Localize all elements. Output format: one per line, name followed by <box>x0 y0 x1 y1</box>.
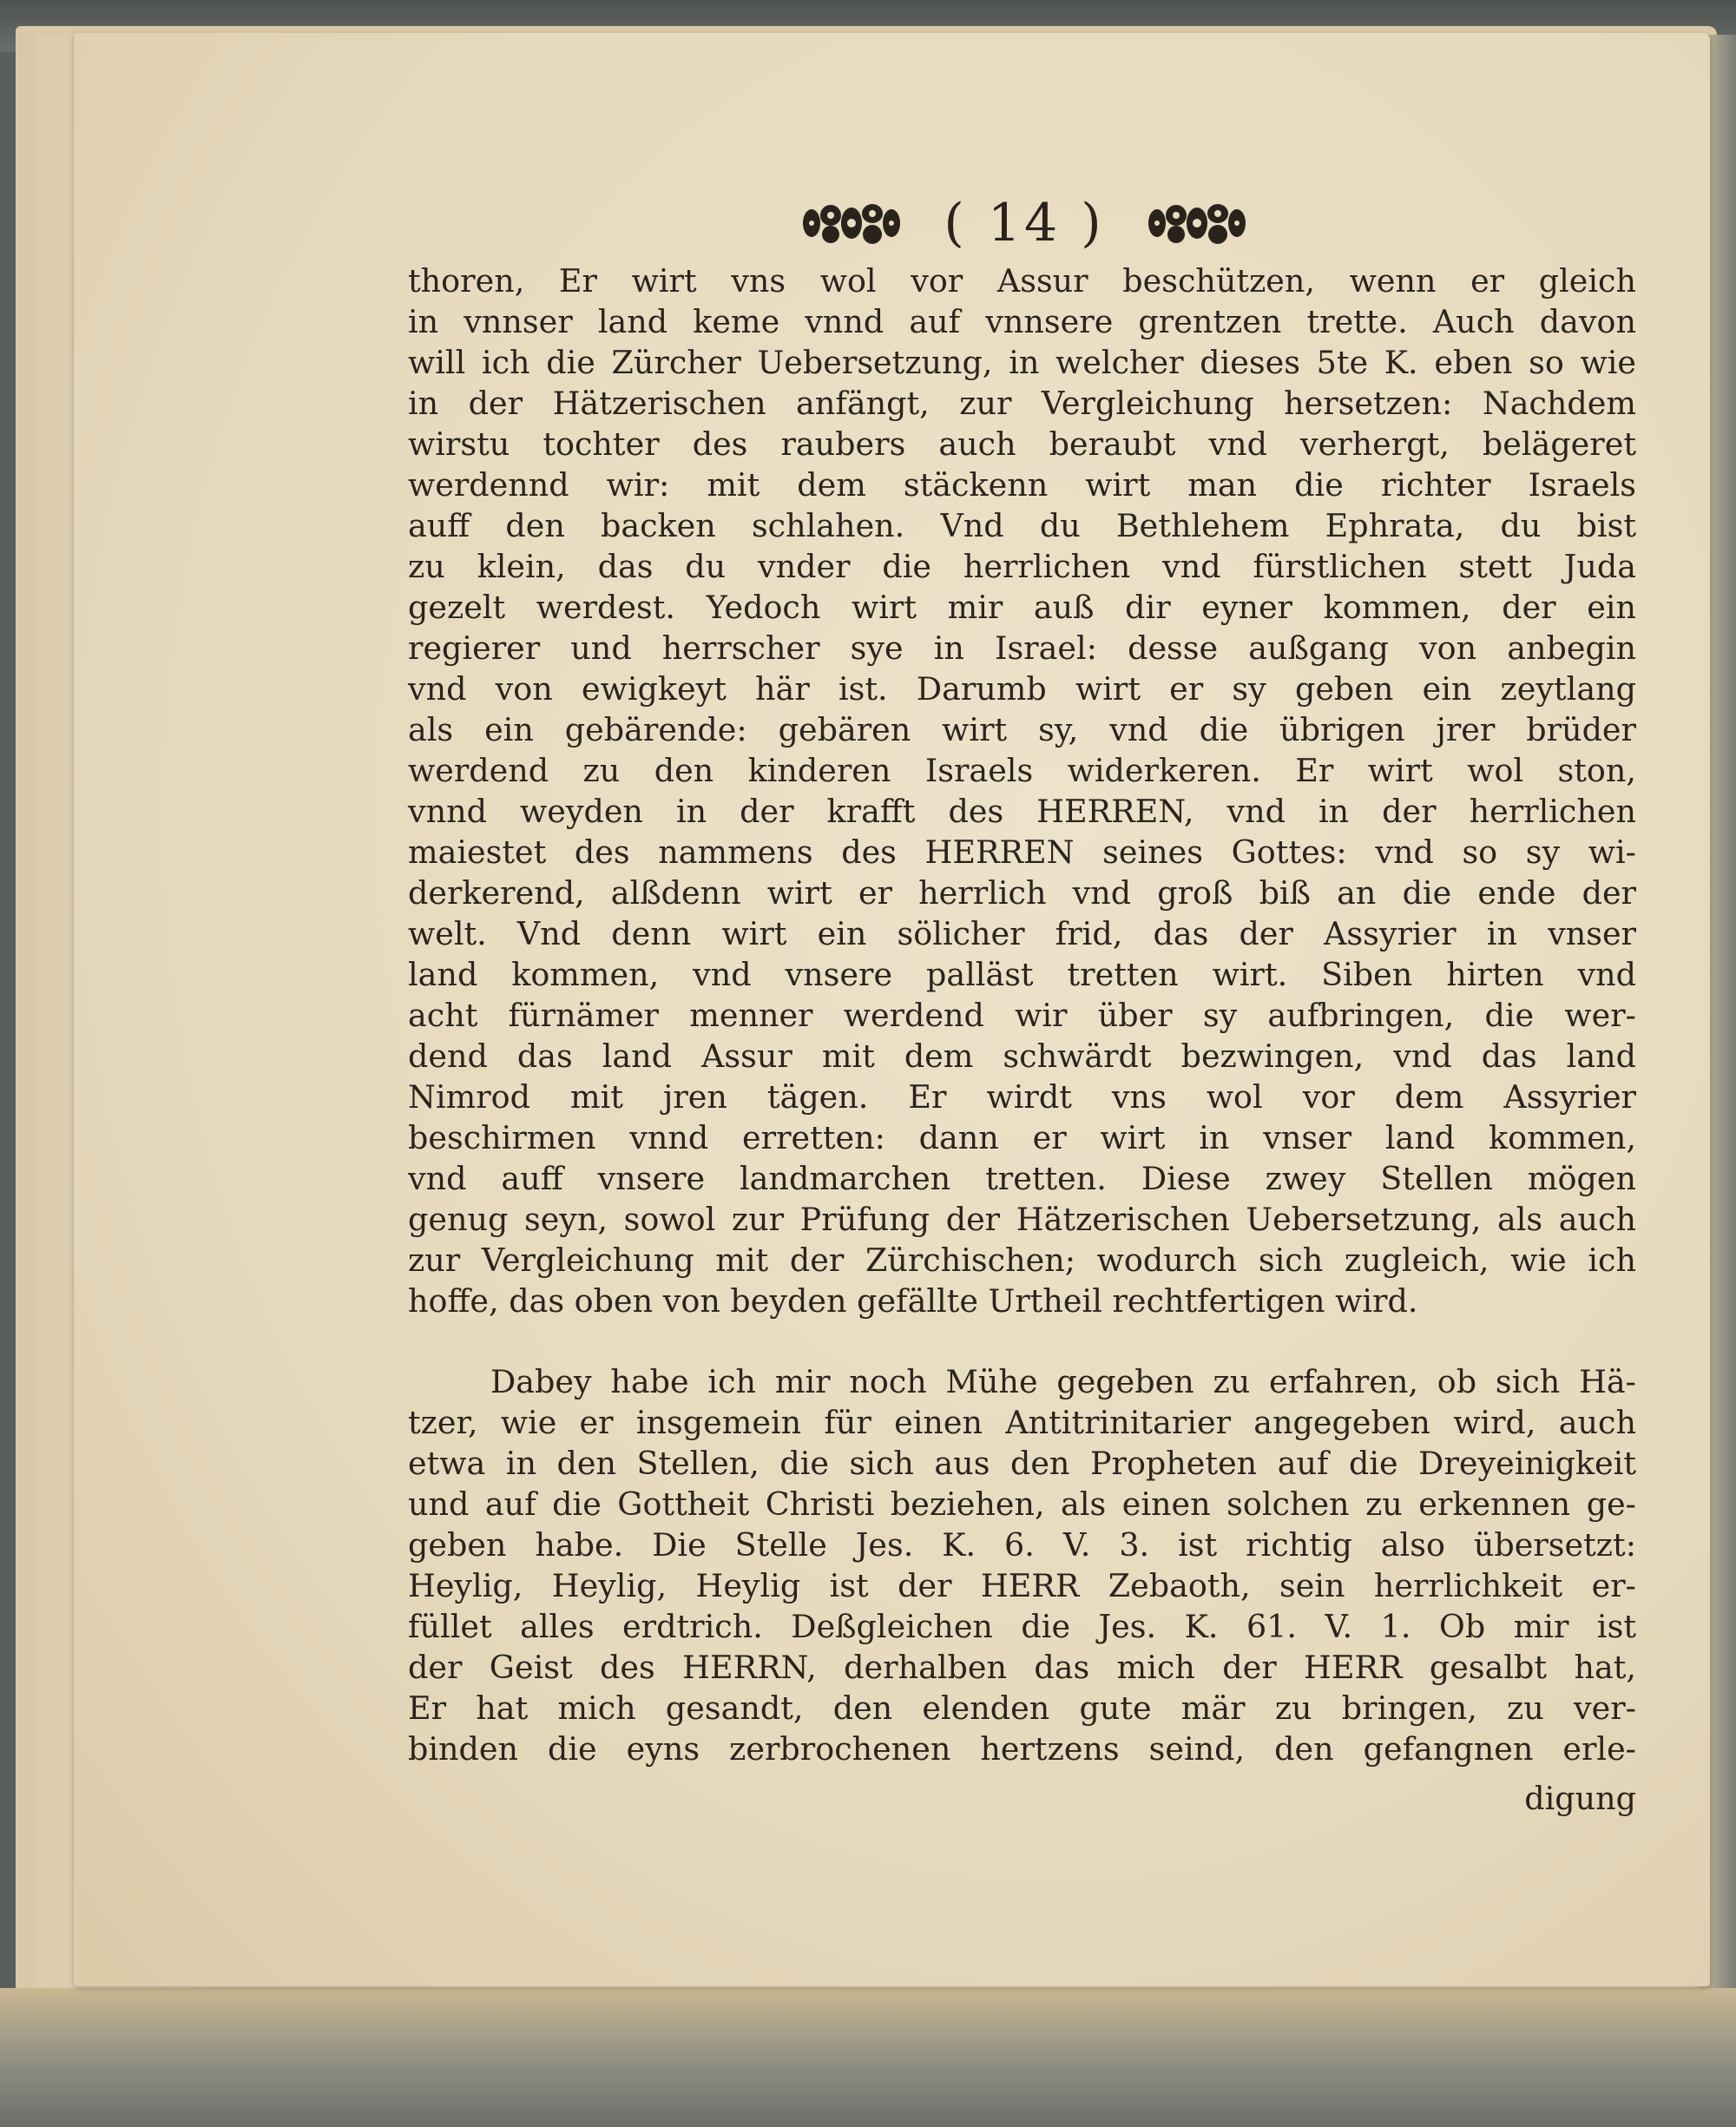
text-line: als ein gebärende: gebären wirt sy, vnd die übrigen jrer brüder <box>408 711 1636 748</box>
text-line: thoren, Er wirt vns wol vor Assur beschützen, wenn er gleich <box>408 262 1636 300</box>
text-line: der Geist des HERRN, derhalben das mich der HERR gesalbt hat, <box>408 1649 1636 1686</box>
text-line: regierer und herrscher sye in Israel: desse außgang von anbegin <box>408 629 1636 667</box>
text-line: geben habe. Die Stelle Jes. K. 6. V. 3. ist richtig also übersetzt: <box>408 1526 1636 1564</box>
text-line: in vnnser land keme vnnd auf vnnsere grentzen trette. Auch davon <box>408 303 1636 340</box>
catchword: digung <box>1524 1780 1636 1817</box>
text-line: beschirmen vnnd erretten: dann er wirt in vnser land kommen, <box>408 1119 1636 1156</box>
text-line: werdennd wir: mit dem stäckenn wirt man die richter Israels <box>408 466 1636 504</box>
text-line: Er hat mich gesandt, den elenden gute mär zu bringen, zu ver- <box>408 1689 1636 1727</box>
text-line: auff den backen schlahen. Vnd du Bethlehem Ephrata, du bist <box>408 507 1636 544</box>
text-line: dend das land Assur mit dem schwärdt bezwingen, vnd das land <box>408 1037 1636 1075</box>
text-line: Dabey habe ich mir noch Mühe gegeben zu erfahren, ob sich Hä- <box>490 1363 1636 1400</box>
text-line: land kommen, vnd vnsere palläst tretten wirt. Siben hirten vnd <box>408 956 1636 993</box>
text-line: maiestet des nammens des HERREN seines Gottes: vnd so sy wi- <box>408 833 1636 871</box>
text-line: und auf die Gottheit Christi beziehen, als einen solchen zu erkennen ge- <box>408 1485 1636 1523</box>
text-line: binden die eyns zerbrochenen hertzens seind, den gefangnen erle- <box>408 1730 1636 1768</box>
text-line: Heylig, Heylig, Heylig ist der HERR Zebaoth, sein herrlichkeit er- <box>408 1567 1636 1604</box>
text-line: gezelt werdest. Yedoch wirt mir auß dir eyner kommen, der ein <box>408 589 1636 626</box>
paragraph-2 <box>408 1361 1636 1769</box>
page-number: ( 14 ) <box>944 193 1105 254</box>
text-line: zur Vergleichung mit der Zürchischen; wodurch sich zugleich, wie ich <box>408 1241 1636 1279</box>
text-line: vnnd weyden in der krafft des HERREN, vnd in der herrlichen <box>408 793 1636 830</box>
text-line: vnd von ewigkeyt här ist. Darumb wirt er sy geben ein zeytlang <box>408 670 1636 708</box>
text-line: acht fürnämer menner werdend wir über sy aufbringen, die wer- <box>408 997 1636 1034</box>
page-header <box>764 184 1285 262</box>
text-line: etwa in den Stellen, die sich aus den Propheten auf die Dreyeinigkeit <box>408 1445 1636 1482</box>
text-line: hoffe, das oben von beyden gefällte Urtheil rechtfertigen wird. <box>408 1282 1418 1320</box>
ornament-right-icon <box>1145 198 1249 248</box>
text-line: zu klein, das du vnder die herrlichen vnd fürstlichen stett Juda <box>408 548 1636 585</box>
text-line: genug seyn, sowol zur Prüfung der Hätzerischen Uebersetzung, als auch <box>408 1201 1636 1238</box>
paragraph-gap <box>408 1321 1636 1361</box>
text-line: in der Hätzerischen anfängt, zur Vergleichung hersetzen: Nachdem <box>408 385 1636 422</box>
background-bottom <box>0 1988 1736 2127</box>
text-line: werdend zu den kinderen Israels widerkeren. Er wirt wol ston, <box>408 752 1636 789</box>
body-text <box>408 260 1636 1769</box>
paragraph-1 <box>408 260 1636 1321</box>
text-line: Nimrod mit jren tägen. Er wirdt vns wol vor dem Assyrier <box>408 1078 1636 1116</box>
text-line: füllet alles erdtrich. Deßgleichen die Jes. K. 61. V. 1. Ob mir ist <box>408 1608 1636 1645</box>
text-line: welt. Vnd denn wirt ein sölicher frid, das der Assyrier in vnser <box>408 915 1636 952</box>
text-line: tzer, wie er insgemein für einen Antitrinitarier angegeben wird, auch <box>408 1404 1636 1441</box>
ornament-left-icon <box>799 198 904 248</box>
text-line: wirstu tochter des raubers auch beraubt vnd verhergt, belägeret <box>408 425 1636 463</box>
text-line: vnd auff vnsere landmarchen tretten. Diese zwey Stellen mögen <box>408 1160 1636 1197</box>
text-line: will ich die Zürcher Uebersetzung, in welcher dieses 5te K. eben so wie <box>408 344 1636 381</box>
text-line: derkerend, alßdenn wirt er herrlich vnd groß biß an die ende der <box>408 874 1636 912</box>
